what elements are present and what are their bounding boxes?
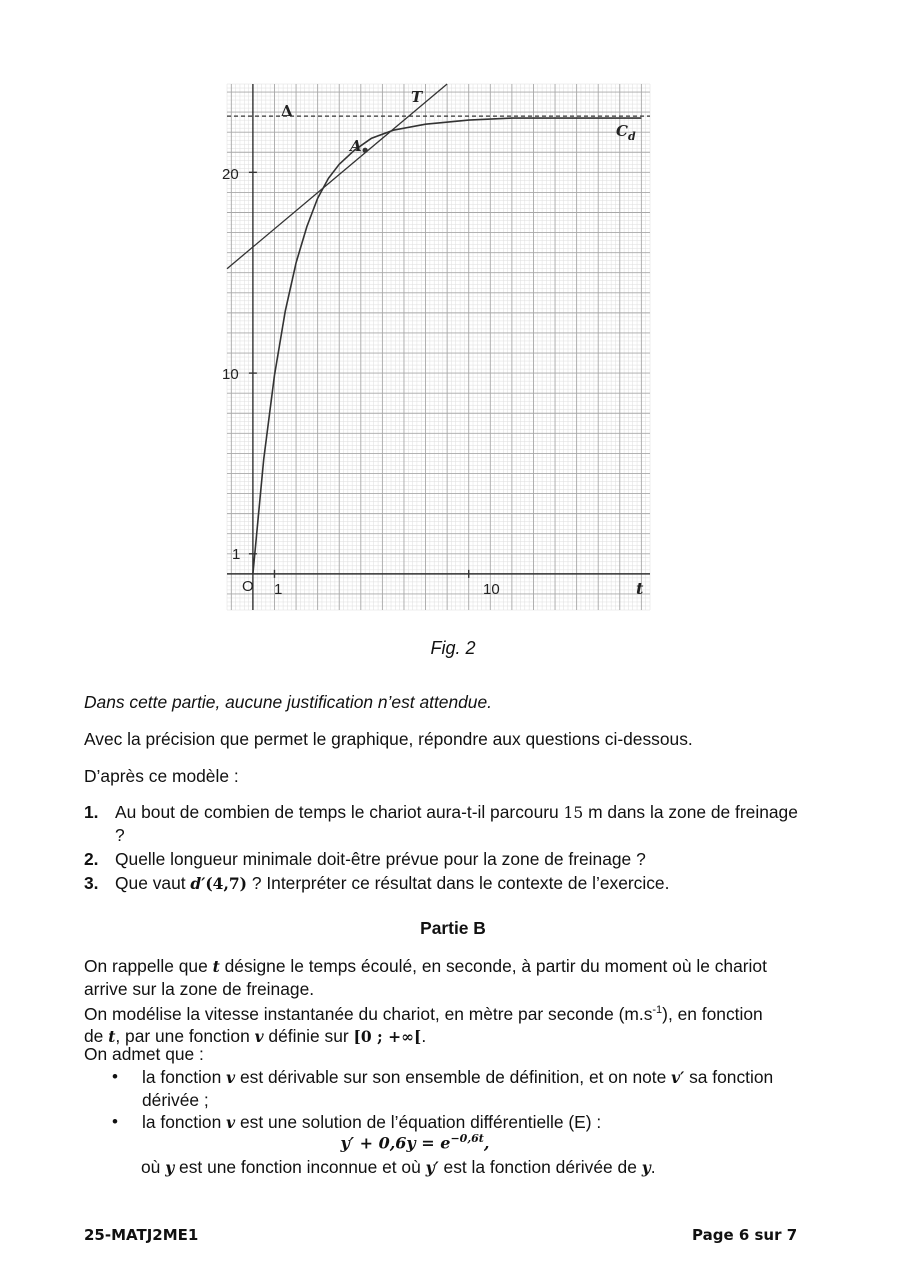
point-label: A bbox=[350, 137, 362, 155]
bullet-dot-icon: • bbox=[112, 1067, 118, 1086]
math-interval: [0 ; +∞[ bbox=[353, 1026, 422, 1046]
paragraph-admit: On admet que : bbox=[84, 1044, 204, 1064]
math-t: t bbox=[212, 957, 220, 976]
curve-label-main: C bbox=[616, 122, 628, 140]
question-2: 2. Quelle longueur minimale doit-être prévue pour la zone de freinage ? bbox=[84, 849, 646, 869]
origin-label: O bbox=[242, 578, 254, 595]
bullet-list bbox=[112, 1066, 802, 1134]
x-axis-label: t bbox=[636, 579, 644, 598]
figure-caption: Fig. 2 bbox=[430, 638, 476, 658]
x-tick-label-10: 10 bbox=[483, 581, 500, 598]
footer-page-number: Page 6 sur 7 bbox=[692, 1226, 798, 1244]
question-list bbox=[84, 801, 804, 897]
bullet-item-1: • la fonction v est dérivable sur son ensemble de définition, et on note v′ sa fonction dérivée ; bbox=[112, 1067, 774, 1110]
bullet-item-2: • la fonction v est une solution de l’équation différentielle (E) : bbox=[112, 1112, 602, 1132]
math-t: t bbox=[108, 1026, 116, 1046]
asymptote-label: Δ bbox=[281, 102, 293, 120]
question-3-number: 3. bbox=[84, 873, 99, 893]
grid-minor-lines bbox=[227, 84, 650, 610]
question-3: 3. Que vaut d′(4,7) ? Interpréter ce résultat dans le contexte de l’exercice. bbox=[84, 873, 670, 893]
point-a bbox=[363, 148, 368, 153]
paragraph-time: On rappelle que t désigne le temps écoulé, en seconde, à partir du moment où le chariot arrive sur la zone de freinage. bbox=[84, 956, 767, 999]
tangent-label: T bbox=[411, 88, 423, 106]
instruction-precision: Avec la précision que permet le graphique, répondre aux questions ci-dessous. bbox=[84, 729, 693, 749]
curve-label-subscript: d bbox=[627, 130, 636, 143]
paragraph-speed: On modélise la vitesse instantanée du chariot, en mètre par seconde $(m.s^{-1})$, en fonction de t, par une fonction v définie sur [0 ; +∞[. bbox=[84, 1003, 763, 1046]
math-arg: (4,7) bbox=[205, 874, 247, 893]
question-1-number: 1. bbox=[84, 802, 99, 822]
value-15: 15 bbox=[563, 804, 584, 822]
instruction-italic: Dans cette partie, aucune justification n’est attendue. bbox=[84, 692, 492, 712]
y-tick-label-10: 10 bbox=[222, 366, 239, 383]
math-d-prime: d′ bbox=[190, 874, 206, 893]
footer-code: 25-MATJ2ME1 bbox=[84, 1226, 199, 1244]
paragraph-unknown-function: où y est une fonction inconnue et où y′ est la fonction dérivée de y. bbox=[141, 1157, 656, 1177]
instruction-model: D’après ce modèle : bbox=[84, 766, 239, 786]
y-tick-label-1: 1 bbox=[232, 546, 241, 563]
y-tick-label-20: 20 bbox=[222, 166, 239, 183]
bullet-dot-icon: • bbox=[112, 1112, 118, 1131]
question-2-number: 2. bbox=[84, 849, 99, 869]
question-1: 1. Au bout de combien de temps le chariot aura-t-il parcouru 15 m dans la zone de freinage ? bbox=[84, 802, 798, 845]
differential-equation: $y' + 0,6y = e^{-0,6t}$, bbox=[340, 1132, 490, 1153]
x-tick-label-1: 1 bbox=[274, 581, 283, 598]
figure-graph bbox=[0, 0, 906, 630]
math-v: v bbox=[254, 1026, 264, 1046]
section-heading-partie-b: Partie B bbox=[420, 918, 486, 938]
